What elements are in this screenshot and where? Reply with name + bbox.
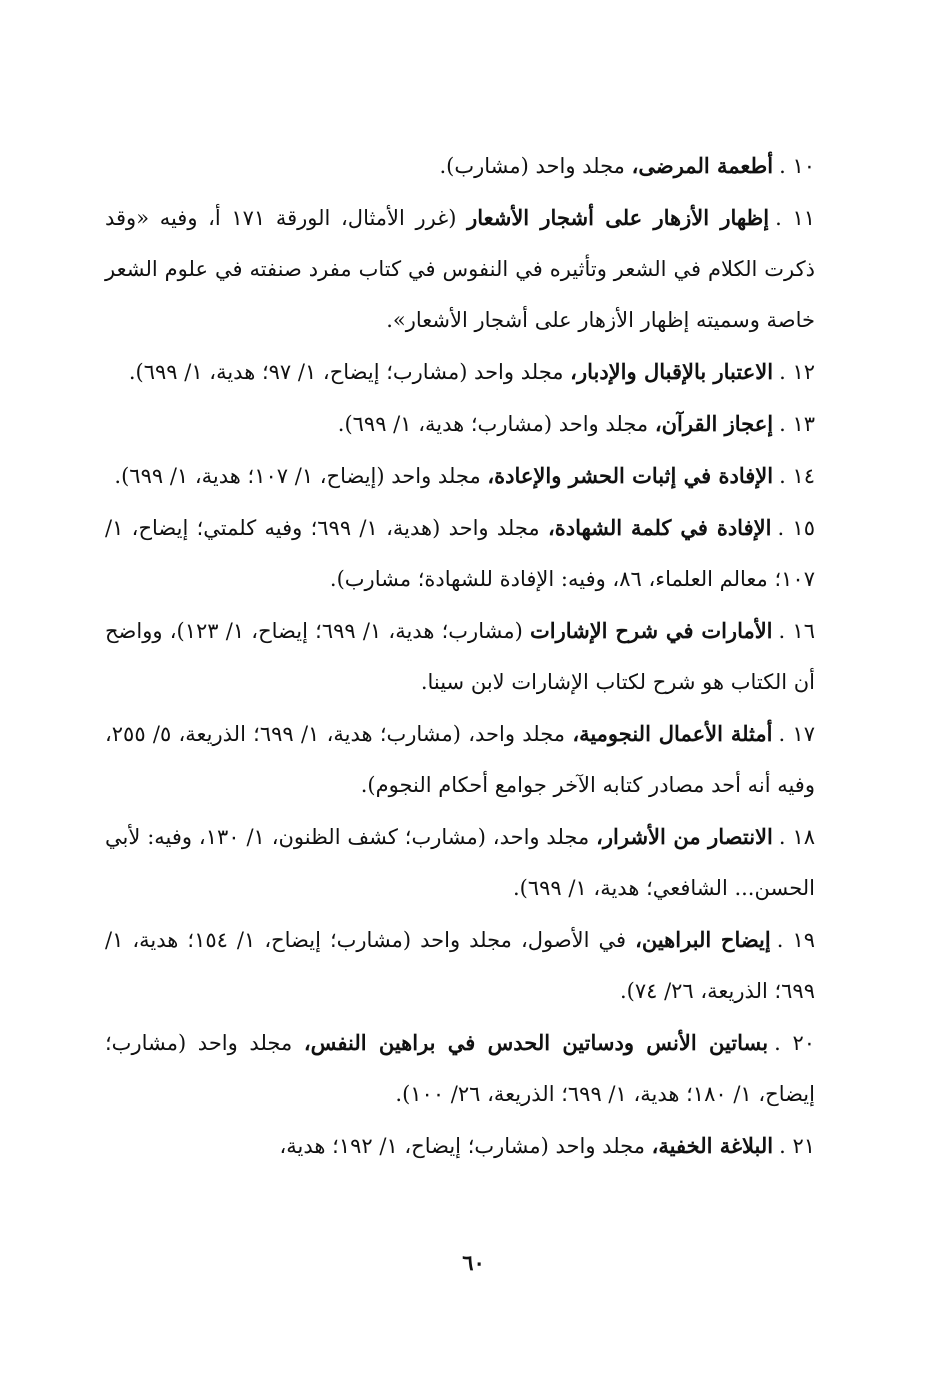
entry-15: ١٥ .الإفادة في كلمة الشهادة، مجلد واحد (هدية، ١/ ٦٩٩؛ وفيه كلمتي؛ إيضاح، ١/ ١٠٧؛ معالم العلماء، ٨٦، وفيه: الإفادة للشهادة؛ مشارب). — [105, 515, 815, 591]
entry-13: ١٣ .إعجاز القرآن، مجلد واحد (مشارب؛ هدية، ١/ ٦٩٩). — [337, 411, 815, 436]
entry-19: ١٩ .إيضاح البراهين، في الأصول، مجلد واحد (مشارب؛ إيضاح، ١/ ١٥٤؛ هدية، ١/ ٦٩٩؛ الذريعة، ٢٦/ ٧٤). — [105, 927, 815, 1003]
entry-14: ١٤ .الإفادة في إثبات الحشر والإعادة، مجلد واحد (إيضاح، ١/ ١٠٧؛ هدية، ١/ ٦٩٩). — [114, 463, 815, 488]
entry-18: ١٨ .الانتصار من الأشرار، مجلد واحد، (مشارب؛ كشف الظنون، ١/ ١٣٠، وفيه: لأبي الحسن... الشافعي؛ هدية، ١/ ٦٩٩). — [105, 824, 815, 900]
entry-20: ٢٠ .بساتين الأنس ودساتين الحدس في براهين النفس، مجلد واحد (مشارب؛ إيضاح، ١/ ١٨٠؛ هدية، ١/ ٦٩٩؛ الذريعة، ٢٦/ ١٠٠). — [105, 1030, 815, 1106]
entry-16: ١٦ .الأمارات في شرح الإشارات (مشارب؛ هدية، ١/ ٦٩٩؛ إيضاح، ١/ ١٢٣)، وواضح أن الكتاب هو شرح لكتاب الإشارات لابن سينا. — [105, 618, 815, 694]
entry-21: ٢١ .البلاغة الخفية، مجلد واحد (مشارب؛ إيضاح، ١/ ١٩٢؛ هدية، — [279, 1133, 815, 1158]
entry-17: ١٧ .أمثلة الأعمال النجومية، مجلد واحد، (مشارب؛ هدية، ١/ ٦٩٩؛ الذريعة، ٥/ ٢٥٥، وفيه أنه أحد مصادر كتابه الآخر جوامع أحكام النجوم). — [105, 721, 815, 797]
entry-11: ١١ .إظهار الأزهار على أشجار الأشعار (غرر الأمثال، الورقة ١٧١ أ، وفيه «وقد ذكرت الكلام في الشعر وتأثيره في النفوس في كتاب مفرد صنفته في علوم الشعر خاصة وسميته إظهار الأزهار على أشجار الأشعار». — [105, 205, 815, 332]
entry-10: ١٠ .أطعمة المرضى، مجلد واحد (مشارب). — [439, 153, 815, 178]
document-body — [105, 140, 815, 1172]
entry-12: ١٢ .الاعتبار بالإقبال والإدبار، مجلد واحد (مشارب؛ إيضاح، ١/ ٩٧؛ هدية، ١/ ٦٩٩). — [128, 359, 815, 384]
page-number: ٦٠ — [462, 1250, 485, 1275]
